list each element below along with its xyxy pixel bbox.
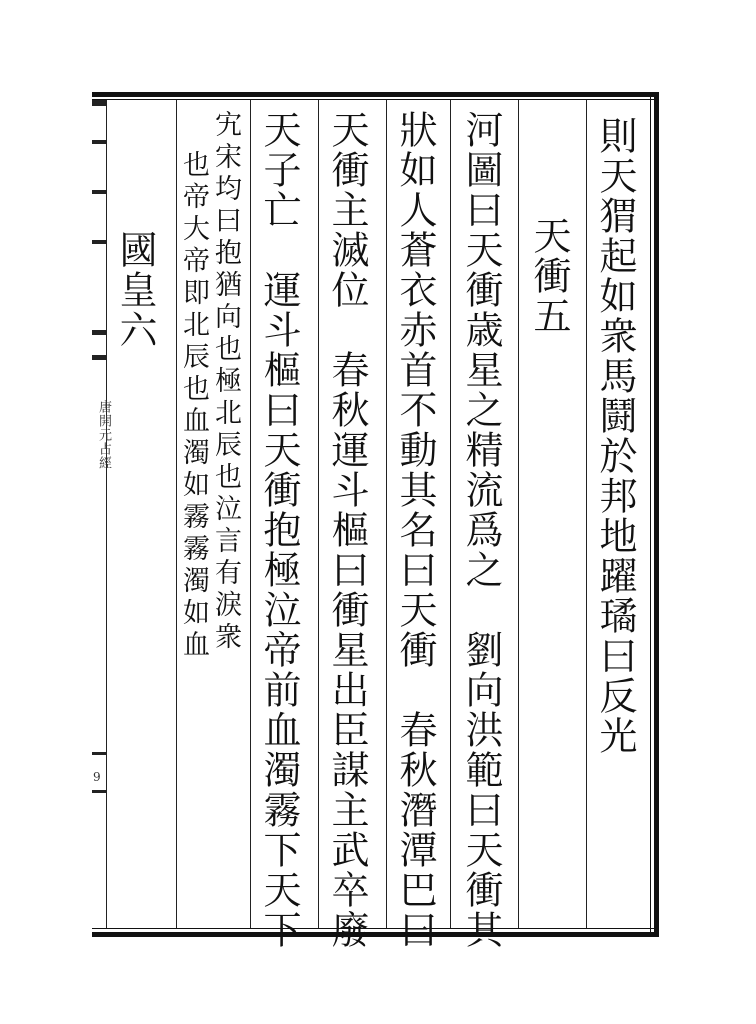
margin-block-mark <box>92 100 106 106</box>
margin-block-mark <box>92 355 106 360</box>
commentary-column: 也帝大帝即北辰也血濁如霧霧濁如血 <box>178 150 209 662</box>
commentary-column: 宄宋均曰抱猶向也極北辰也泣言有淚衆 <box>210 110 241 654</box>
column-rule <box>176 100 177 928</box>
margin-block-mark <box>92 190 106 194</box>
frame-bottom-border <box>92 932 658 937</box>
frame-right-border <box>654 92 659 937</box>
margin-book-title: 唐開元占經 <box>96 400 111 470</box>
text-column-heading: 國皇六 <box>113 230 157 350</box>
text-column: 則天猬起如衆馬鬪於邦地躍璚曰反光 <box>593 116 637 756</box>
text-column: 河圖曰天衝歳星之精流爲之 劉向洪範曰天衝其 <box>459 110 503 950</box>
column-rule <box>318 100 319 928</box>
margin-block-mark <box>92 790 106 793</box>
frame-top-border <box>92 92 658 97</box>
margin-block-mark <box>92 752 106 755</box>
column-rule <box>586 100 587 928</box>
frame-right-inner-line <box>650 92 651 937</box>
margin-folio-number: 9 <box>93 770 101 784</box>
margin-block-mark <box>92 240 106 244</box>
text-column: 天衝主滅位 春秋運斗樞曰衝星出臣謀主武卒廢 <box>325 110 369 950</box>
text-column: 天子亡 運斗樞曰天衝抱極泣帝前血濁霧下天下 <box>257 110 301 950</box>
margin-block-mark <box>92 140 106 144</box>
text-column: 狀如人蒼衣赤首不動其名曰天衝 春秋潛潭巴曰 <box>393 110 437 950</box>
column-rule <box>106 100 107 928</box>
frame-bottom-inner-line <box>92 928 658 929</box>
margin-block-mark <box>92 330 106 335</box>
column-rule <box>518 100 519 928</box>
text-column-heading: 天衝五 <box>527 216 571 336</box>
column-rule <box>450 100 451 928</box>
column-rule <box>386 100 387 928</box>
column-rule <box>250 100 251 928</box>
